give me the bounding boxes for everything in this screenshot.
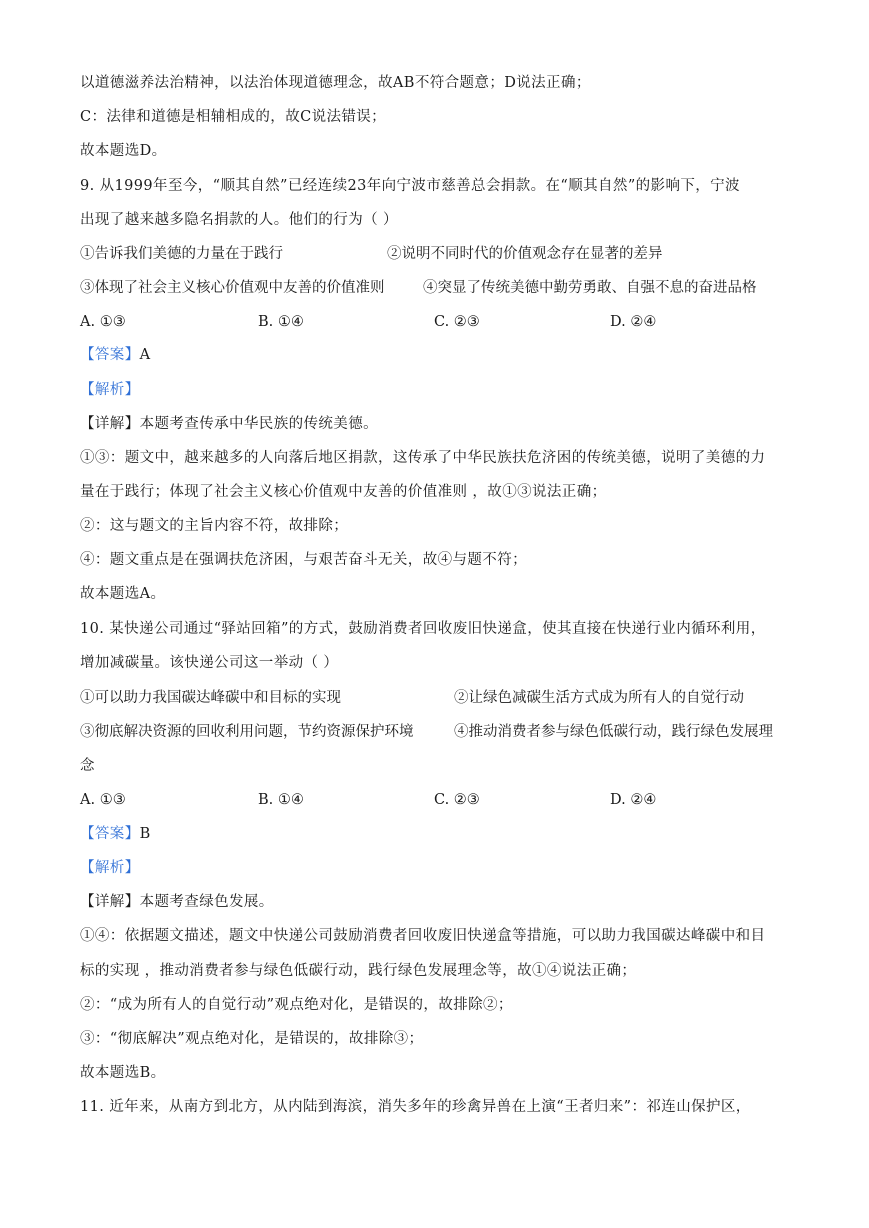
question-9-stem-cont: 出现了越来越多隐名捐款的人。他们的行为（ ） bbox=[80, 212, 398, 228]
statement-2: ②说明不同时代的价值观念存在显著的差异 bbox=[387, 246, 663, 262]
answer-value: A bbox=[139, 347, 151, 363]
option-b: B. ①④ bbox=[258, 314, 304, 330]
detail-tag: 【详解】 bbox=[80, 894, 140, 910]
option-c: C. ②③ bbox=[434, 792, 480, 808]
statement-1: ①告诉我们美德的力量在于践行 bbox=[80, 246, 283, 262]
text-line: C：法律和道德是相辅相成的，故C说法错误； bbox=[80, 109, 387, 125]
statement-3: ③彻底解决资源的回收利用问题，节约资源保护环境 bbox=[80, 724, 414, 740]
analysis-tag: 【解析】 bbox=[80, 860, 140, 876]
detail-text: 本题考查传承中华民族的传统美德。 bbox=[139, 416, 379, 432]
option-d: D. ②④ bbox=[610, 792, 657, 808]
statement-3: ③体现了社会主义核心价值观中友善的价值准则 bbox=[80, 280, 385, 296]
option-a: A. ①③ bbox=[80, 792, 126, 808]
option-d: D. ②④ bbox=[610, 314, 657, 330]
explanation-line: ①③：题文中，越来越多的人向落后地区捐款，这传承了中华民族扶危济困的传统美德，说明了美德的力 bbox=[80, 450, 766, 466]
answer-tag: 【答案】 bbox=[80, 347, 140, 363]
answer-value: B bbox=[139, 826, 151, 842]
conclusion-line: 故本题选B。 bbox=[80, 1065, 166, 1081]
detail-text: 本题考查绿色发展。 bbox=[139, 894, 274, 910]
detail-line bbox=[80, 414, 792, 434]
question-11-stem: 11. 近年来，从南方到北方，从内陆到海滨，消失多年的珍禽异兽在上演“王者归来”：祁连山保护区， bbox=[80, 1099, 751, 1115]
statement-4-cont: 念 bbox=[80, 758, 95, 774]
option-c: C. ②③ bbox=[434, 314, 480, 330]
explanation-line: ②：“成为所有人的自觉行动”观点绝对化，是错误的，故排除②； bbox=[80, 997, 513, 1013]
text-line: 故本题选D。 bbox=[80, 143, 167, 159]
statement-1: ①可以助力我国碳达峰碳中和目标的实现 bbox=[80, 690, 341, 706]
detail-tag: 【详解】 bbox=[80, 416, 140, 432]
question-10-stem: 10. 某快递公司通过“驿站回箱”的方式，鼓励消费者回收废旧快递盒，使其直接在快递行业内循环利用， bbox=[80, 621, 766, 637]
statement-2: ②让绿色减碳生活方式成为所有人的自觉行动 bbox=[454, 690, 744, 706]
question-10-stem-cont: 增加减碳量。该快递公司这一举动（ ） bbox=[80, 655, 339, 671]
explanation-line: ②：这与题文的主旨内容不符，故排除； bbox=[80, 518, 349, 534]
detail-line bbox=[80, 892, 792, 912]
answer-line bbox=[80, 824, 792, 844]
statement-4: ④突显了传统美德中勤劳勇敢、自强不息的奋进品格 bbox=[423, 280, 757, 296]
option-b: B. ①④ bbox=[258, 792, 304, 808]
explanation-line: 标的实现 ，推动消费者参与绿色低碳行动，践行绿色发展理念等，故①④说法正确； bbox=[80, 963, 637, 979]
option-a: A. ①③ bbox=[80, 314, 126, 330]
answer-tag: 【答案】 bbox=[80, 826, 140, 842]
analysis-tag: 【解析】 bbox=[80, 382, 140, 398]
explanation-line: 量在于践行；体现了社会主义核心价值观中友善的价值准则 ，故①③说法正确； bbox=[80, 484, 607, 500]
answer-line bbox=[80, 345, 792, 365]
explanation-line: ①④：依据题文描述，题文中快递公司鼓励消费者回收废旧快递盒等措施，可以助力我国碳达峰碳中和目 bbox=[80, 928, 766, 944]
explanation-line: ③：“彻底解决”观点绝对化，是错误的，故排除③； bbox=[80, 1031, 424, 1047]
conclusion-line: 故本题选A。 bbox=[80, 586, 166, 602]
statement-4: ④推动消费者参与绿色低碳行动，践行绿色发展理 bbox=[454, 724, 773, 740]
explanation-line: ④：题文重点是在强调扶危济困，与艰苦奋斗无关，故④与题不符； bbox=[80, 552, 527, 568]
question-9-stem: 9. 从1999年至今，“顺其自然”已经连续23年向宁波市慈善总会捐款。在“顺其自然”的影响下，宁波 bbox=[80, 178, 740, 194]
text-line: 以道德滋养法治精神，以法治体现道德理念，故AB不符合题意；D说法正确； bbox=[80, 75, 591, 91]
